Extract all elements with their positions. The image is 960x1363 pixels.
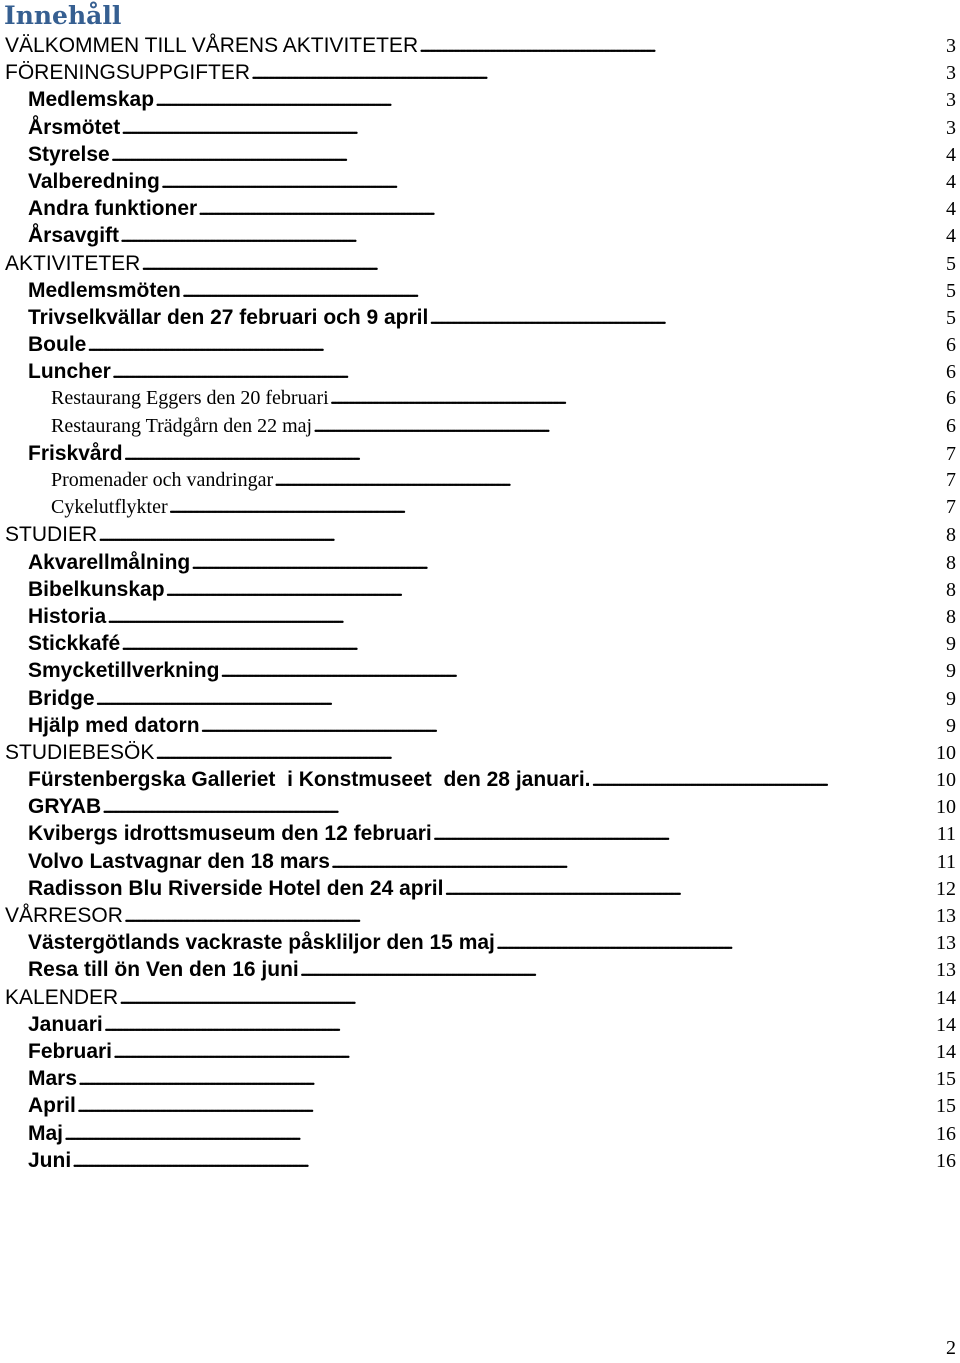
toc-dot-leader [64,1123,935,1146]
toc-entry[interactable] [0,822,960,849]
toc-entry-page: 13 [936,905,956,927]
toc-entry[interactable] [0,1149,960,1176]
toc-dot-leader [155,742,935,765]
toc-entry-page: 6 [946,387,956,410]
toc-entry[interactable] [0,687,960,714]
toc-dot-leader [119,987,935,1010]
toc-entry[interactable] [0,1094,960,1121]
toc-entry-page: 7 [946,442,956,465]
toc-entry-label: Boule [28,333,87,357]
toc-entry[interactable] [0,578,960,605]
toc-entry-label: Andra funktioner [28,197,198,221]
toc-entry-page: 4 [946,225,956,248]
toc-dot-leader [496,932,935,955]
toc-dot-leader [300,959,935,982]
toc-entry-page: 10 [936,796,956,819]
toc-dot-leader [124,443,945,466]
toc-entry-label: Bibelkunskap [28,577,165,601]
toc-entry-label: STUDIER [5,523,98,547]
toc-entry-label: KALENDER [5,985,119,1009]
toc-entry[interactable] [0,986,960,1013]
toc-entry[interactable] [0,1122,960,1149]
toc-dot-leader [330,387,945,410]
page-number: 2 [946,1337,956,1359]
toc-entry-label: Bridge [28,686,95,710]
toc-entry-label: Fürstenbergska Galleriet i Konstmuseet den 28 januari. [28,768,591,792]
toc-dot-leader [141,253,945,276]
toc-dot-leader [182,280,945,303]
toc-entry[interactable] [0,850,960,877]
toc-dot-leader [198,198,945,221]
toc-entry-label: AKTIVITETER [5,251,141,275]
toc-dot-leader [104,1014,935,1037]
toc-dot-leader [191,552,945,575]
toc-entry[interactable] [0,469,960,496]
toc-entry-page: 4 [946,170,956,193]
toc-entry-label: Styrelse [28,142,110,166]
toc-entry-label: Maj [28,1121,64,1145]
toc-entry[interactable] [0,170,960,197]
toc-dot-leader [98,524,945,547]
toc-entry-label: Stickkafé [28,632,121,656]
toc-entry-page: 7 [946,496,956,519]
toc-dot-leader [433,823,936,846]
toc-entry[interactable] [0,795,960,822]
toc-entry-page: 3 [946,116,956,139]
toc-dot-leader [592,769,935,792]
toc-dot-leader [313,415,945,438]
toc-entry[interactable] [0,877,960,904]
toc-entry-label: Restaurang Eggers den 20 februari [51,387,329,410]
toc-dot-leader [169,496,945,519]
toc-entry[interactable] [0,523,960,550]
toc-entry[interactable] [0,958,960,985]
toc-entry[interactable] [0,1040,960,1067]
toc-entry-page: 3 [946,89,956,112]
toc-entry-label: GRYAB [28,795,102,819]
toc-entry[interactable] [0,714,960,741]
toc-entry-label: Hjälp med datorn [28,713,200,737]
toc-dot-leader [155,89,945,112]
toc-entry-label: Radisson Blu Riverside Hotel den 24 april [28,876,444,900]
toc-dot-leader [201,715,945,738]
toc-entry[interactable] [0,333,960,360]
toc-entry-page: 9 [946,714,956,737]
toc-entry[interactable] [0,741,960,768]
toc-entry-label: Volvo Lastvagnar den 18 mars [28,849,330,873]
toc-dot-leader [121,633,945,656]
toc-entry-label: Valberedning [28,169,160,193]
toc-entry-label: Cykelutflykter [51,496,168,519]
toc-entry-page: 8 [946,578,956,601]
toc-entry-page: 9 [946,633,956,656]
toc-entry[interactable] [0,143,960,170]
toc-entry[interactable] [0,1067,960,1094]
toc-dot-leader [444,878,935,901]
toc-dot-leader [274,469,945,492]
toc-entry-page: 6 [946,414,956,437]
toc-entry[interactable] [0,279,960,306]
toc-entry-page: 14 [936,986,956,1009]
toc-entry[interactable] [0,88,960,115]
toc-entry[interactable] [0,659,960,686]
toc-entry[interactable] [0,1013,960,1040]
toc-entry-label: Januari [28,1012,103,1036]
toc-entry[interactable] [0,387,960,414]
toc-entry-label: Årsavgift [28,224,120,248]
toc-entry[interactable] [0,415,960,442]
toc-entry-label: Smycketillverkning [28,659,220,683]
toc-entry-label: Medlemskap [28,88,155,112]
toc-entry[interactable] [0,224,960,251]
toc-entry[interactable] [0,605,960,632]
toc-entry-page: 14 [936,1013,956,1036]
toc-entry-label: Friskvård [28,441,123,465]
toc-entry-page: 6 [946,334,956,357]
toc-entry-label: Trivselkvällar den 27 februari och 9 april [28,305,429,329]
toc-entry-page: 5 [946,252,956,275]
toc-entry-label: FÖRENINGSUPPGIFTER [5,61,251,85]
toc-entry-page: 11 [936,823,956,846]
toc-entry-page: 14 [936,1040,956,1063]
toc-entry-label: Kvibergs idrottsmuseum den 12 februari [28,822,432,846]
toc-entry-page: 15 [936,1068,956,1091]
toc-entry-page: 8 [946,551,956,574]
toc-entry-page: 7 [946,469,956,491]
toc-entry-label: Akvarellmålning [28,550,191,574]
toc-entry-page: 11 [936,850,956,873]
toc-dot-leader [77,1095,935,1118]
toc-dot-leader [121,117,945,140]
toc-entry-label: Historia [28,604,107,628]
toc-heading: Innehåll [4,1,122,30]
toc-entry-page: 15 [936,1095,956,1118]
toc-entry-label: Resa till ön Ven den 16 juni [28,958,299,982]
toc-dot-leader [161,171,945,194]
table-of-contents [0,34,960,1176]
toc-entry-page: 10 [936,741,956,764]
toc-dot-leader [112,361,945,384]
toc-entry[interactable] [0,197,960,224]
toc-entry-page: 6 [946,361,956,384]
toc-dot-leader [111,144,945,167]
toc-entry[interactable] [0,252,960,279]
toc-dot-leader [96,688,945,711]
toc-entry-page: 9 [946,660,956,683]
toc-entry-page: 8 [946,524,956,547]
toc-entry[interactable] [0,442,960,469]
toc-entry-label: Västergötlands vackraste påskliljor den 15 maj [28,931,495,955]
toc-entry-page: 5 [946,306,956,329]
toc-dot-leader [419,35,945,58]
toc-dot-leader [220,660,945,683]
toc-dot-leader [107,606,945,629]
toc-entry-label: Mars [28,1067,78,1091]
toc-dot-leader [429,307,945,330]
toc-entry-page: 10 [936,769,956,792]
toc-dot-leader [72,1150,935,1173]
toc-entry-label: Medlemsmöten [28,278,181,302]
toc-dot-leader [113,1041,935,1064]
toc-entry[interactable] [0,496,960,523]
toc-entry-label: April [28,1094,76,1118]
toc-dot-leader [102,796,935,819]
toc-dot-leader [166,579,945,602]
toc-entry-label: STUDIEBESÖK [5,740,155,764]
toc-entry-page: 3 [946,35,956,57]
toc-entry-label: Årsmötet [28,115,121,139]
toc-entry-page: 4 [946,198,956,221]
toc-entry[interactable] [0,768,960,795]
toc-entry-label: Luncher [28,360,111,384]
toc-dot-leader [331,851,936,874]
toc-dot-leader [124,905,935,928]
toc-entry[interactable] [0,551,960,578]
toc-entry[interactable] [0,61,960,88]
toc-entry-page: 4 [946,143,956,166]
toc-entry[interactable] [0,904,960,931]
toc-dot-leader [87,334,945,357]
toc-entry-label: Februari [28,1039,113,1063]
toc-entry-label: VÅRRESOR [5,904,123,927]
toc-entry-page: 3 [946,62,956,85]
toc-entry[interactable] [0,931,960,958]
toc-entry-label: Promenader och vandringar [51,469,274,491]
toc-dot-leader [251,62,945,85]
toc-entry-label: Juni [28,1148,72,1172]
toc-entry[interactable] [0,116,960,143]
toc-entry-page: 13 [936,959,956,982]
toc-entry-page: 13 [936,932,956,955]
toc-entry-page: 9 [946,687,956,710]
toc-entry-page: 12 [936,877,956,900]
toc-entry-label: Restaurang Trädgårn den 22 maj [51,414,313,437]
toc-dot-leader [120,225,945,248]
toc-entry-page: 16 [936,1149,956,1172]
toc-entry[interactable] [0,632,960,659]
toc-entry[interactable] [0,34,960,61]
toc-dot-leader [78,1068,935,1091]
toc-entry-label: VÄLKOMMEN TILL VÅRENS AKTIVITETER [5,34,419,57]
toc-entry-page: 8 [946,605,956,628]
toc-entry[interactable] [0,306,960,333]
toc-entry-page: 16 [936,1122,956,1145]
toc-entry[interactable] [0,360,960,387]
toc-entry-page: 5 [946,279,956,302]
